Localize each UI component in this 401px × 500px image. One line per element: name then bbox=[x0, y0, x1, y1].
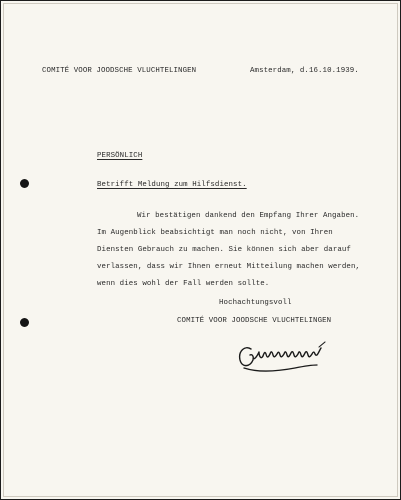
signatory: COMITÉ VOOR JOODSCHE VLUCHTELINGEN bbox=[177, 317, 332, 325]
body-line-4: verlassen, dass wir Ihnen erneut Mitteilung machen werden, bbox=[97, 263, 361, 271]
personal-marking: PERSÖNLICH bbox=[97, 152, 143, 160]
letterhead: COMITÉ VOOR JOODSCHE VLUCHTELINGEN bbox=[42, 67, 197, 75]
body-line-1: Wir bestätigen dankend den Empfang Ihrer Angaben. bbox=[137, 212, 360, 220]
handwritten-signature bbox=[235, 335, 327, 377]
body-line-5: wenn dies wohl der Fall werden sollte. bbox=[97, 280, 270, 288]
body-line-3: Diensten Gebrauch zu machen. Sie können sich aber darauf bbox=[97, 246, 351, 254]
body-line-2: Im Augenblick beabsichtigt man noch nicht, von Ihren bbox=[97, 229, 333, 237]
place-date: Amsterdam, d.16.10.1939. bbox=[250, 67, 359, 75]
closing: Hochachtungsvoll bbox=[219, 299, 292, 307]
punch-hole-bottom bbox=[20, 318, 29, 327]
subject-line: Betrifft Meldung zum Hilfsdienst. bbox=[97, 181, 247, 189]
punch-hole-top bbox=[20, 179, 29, 188]
